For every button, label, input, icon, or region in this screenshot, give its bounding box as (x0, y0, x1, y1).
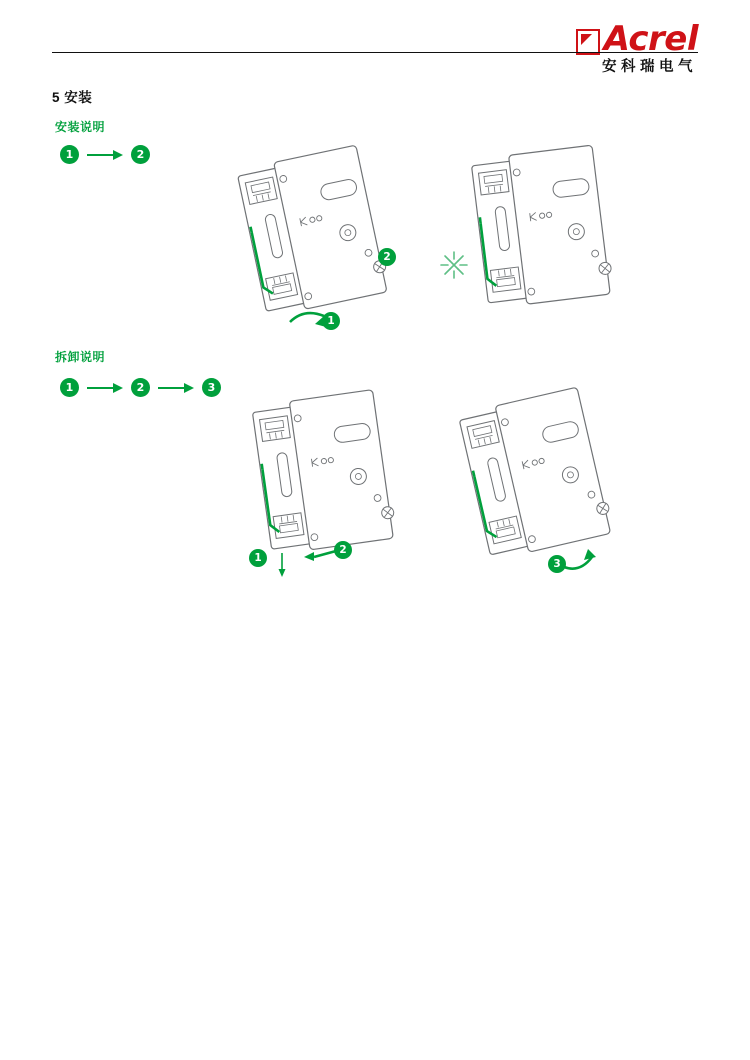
brand-logo (576, 19, 698, 75)
page-title: 5 安装 (52, 90, 93, 105)
arrow-right-icon (158, 382, 194, 394)
breaker-installed-figure (462, 140, 652, 335)
page-header (0, 0, 750, 80)
remove-step-flow (60, 378, 221, 397)
breaker-removed-figure (452, 385, 662, 600)
brand-name-cn: 安科瑞电气 (602, 58, 697, 75)
brand-name: Acrel (603, 19, 698, 59)
remove-step-2-badge: 2 (131, 378, 150, 397)
header-divider (52, 52, 698, 53)
install-step-flow (60, 145, 150, 164)
remove-callout-3: 3 (548, 555, 566, 573)
remove-callout-2: 2 (334, 541, 352, 559)
install-step-1-badge: 1 (60, 145, 79, 164)
arrow-right-icon (87, 149, 123, 161)
install-heading: 安装说明 (55, 120, 106, 134)
install-callout-2: 2 (378, 248, 396, 266)
remove-step-3-badge: 3 (202, 378, 221, 397)
remove-step-1-badge: 1 (60, 378, 79, 397)
remove-callout-1: 1 (249, 549, 267, 567)
install-step-2-badge: 2 (131, 145, 150, 164)
arrow-right-icon (87, 382, 123, 394)
acrel-logo-icon (576, 29, 600, 55)
install-callout-1: 1 (322, 312, 340, 330)
breaker-install-step-figure (232, 140, 432, 345)
breaker-remove-step-figure (240, 385, 440, 600)
snap-fit-spark-icon (437, 248, 471, 282)
remove-heading: 拆卸说明 (55, 350, 106, 364)
